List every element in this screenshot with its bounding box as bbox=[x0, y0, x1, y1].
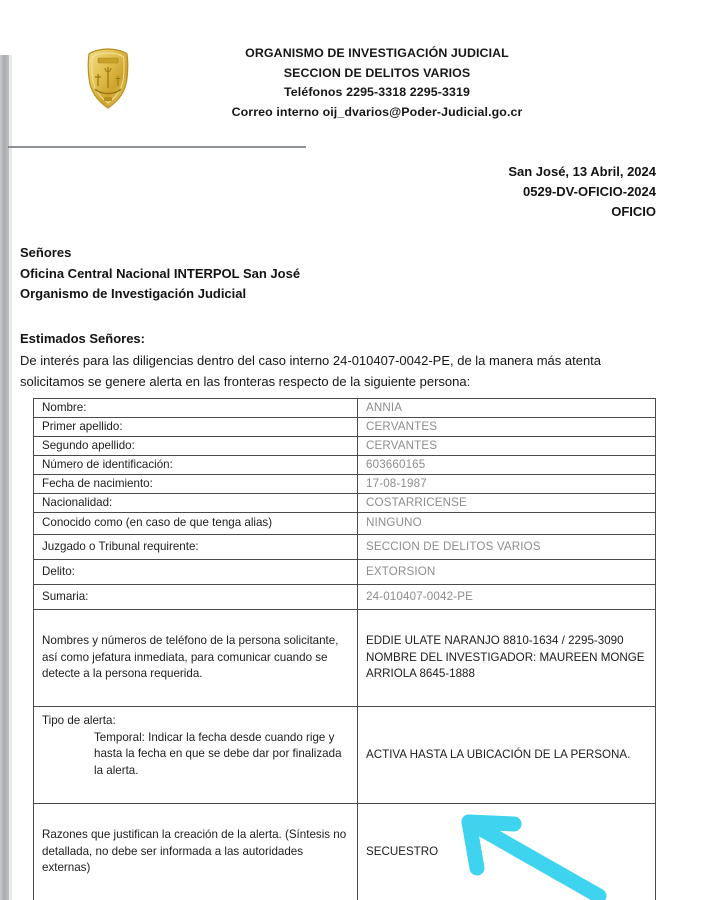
row-value: 17-08-1987 bbox=[358, 475, 656, 494]
org-name: ORGANISMO DE INVESTIGACIÓN JUDICIAL bbox=[245, 46, 509, 60]
row-value: ANNIA bbox=[358, 399, 656, 418]
table-row bbox=[34, 560, 656, 585]
table-row bbox=[34, 535, 656, 560]
alert-type-label-detail: Temporal: Indicar la fecha desde cuando rige y hasta la fecha en que se debe dar por finalizada la alerta. bbox=[94, 730, 342, 777]
row-label: Nacionalidad: bbox=[34, 494, 358, 513]
row-label: Sumaria: bbox=[34, 585, 358, 610]
alert-type-label bbox=[34, 707, 358, 804]
internal-email: Correo interno oij_dvarios@Poder-Judicial.go.cr bbox=[231, 104, 523, 119]
scan-edge-highlight bbox=[9, 55, 12, 900]
row-value: CERVANTES bbox=[358, 437, 656, 456]
alert-type-value: ACTIVA HASTA LA UBICACIÓN DE LA PERSONA. bbox=[358, 707, 656, 804]
row-label: Delito: bbox=[34, 560, 358, 585]
table-row bbox=[34, 437, 656, 456]
row-label: Número de identificación: bbox=[34, 456, 358, 475]
section-name: SECCION DE DELITOS VARIOS bbox=[283, 65, 471, 80]
body-salutation: Estimados Señores: bbox=[20, 331, 145, 346]
phone-numbers: Teléfonos 2295-3318 2295-3319 bbox=[284, 85, 470, 99]
table-row-reasons bbox=[34, 804, 656, 900]
body-paragraph: De interés para las diligencias dentro del caso interno 24-010407-0042-PE, de la manera más atenta solicitamos se genere alerta en las fronteras respecto de la siguiente persona: bbox=[20, 353, 602, 389]
letterhead bbox=[85, 44, 605, 122]
document-number: 0529-DV-OFICIO-2024 bbox=[523, 184, 656, 199]
table-body bbox=[34, 399, 656, 900]
table-row bbox=[34, 399, 656, 418]
row-label: Segundo apellido: bbox=[34, 437, 358, 456]
document-type: OFICIO bbox=[611, 204, 656, 219]
addressee-organization: Organismo de Investigación Judicial bbox=[20, 286, 247, 301]
table-row bbox=[34, 475, 656, 494]
table-row bbox=[34, 456, 656, 475]
table-row bbox=[34, 418, 656, 437]
reasons-value: SECUESTRO bbox=[358, 804, 656, 900]
table-row bbox=[34, 585, 656, 610]
addressee-office: Oficina Central Nacional INTERPOL San José bbox=[20, 265, 301, 281]
alert-type-label-title: Tipo de alerta: bbox=[42, 714, 116, 727]
table-row-alert-type bbox=[34, 707, 656, 804]
contact-row-value: EDDIE ULATE NARANJO 8810-1634 / 2295-3090 NOMBRE DEL INVESTIGADOR: MAUREEN MONGE ARRIOLA 8645-1888 bbox=[358, 610, 656, 707]
contact-row-label: Nombres y números de teléfono de la persona solicitante, así como jefatura inmediata, para comunicar cuando se detecte a la persona requerida. bbox=[34, 610, 358, 707]
table-row-contact bbox=[34, 610, 656, 707]
addressee-salutation: Señores bbox=[20, 245, 72, 260]
row-value: COSTARRICENSE bbox=[358, 494, 656, 513]
row-value: 603660165 bbox=[358, 456, 656, 475]
row-value: NINGUNO bbox=[358, 513, 656, 535]
header-divider bbox=[8, 146, 306, 148]
table-row bbox=[34, 494, 656, 513]
row-value: SECCION DE DELITOS VARIOS bbox=[358, 535, 656, 560]
reference-block bbox=[508, 162, 656, 222]
row-value: 24-010407-0042-PE bbox=[358, 585, 656, 610]
table-row bbox=[34, 513, 656, 535]
row-label: Fecha de nacimiento: bbox=[34, 475, 358, 494]
place-and-date: San José, 13 Abril, 2024 bbox=[508, 164, 656, 179]
row-value: EXTORSION bbox=[358, 560, 656, 585]
scan-edge-shadow bbox=[0, 55, 9, 900]
row-label: Primer apellido: bbox=[34, 418, 358, 437]
reasons-label: Razones que justifican la creación de la alerta. (Síntesis no detallada, no debe ser informada a las autoridades externas) bbox=[34, 804, 358, 900]
row-label: Nombre: bbox=[34, 399, 358, 418]
oij-shield-badge-icon bbox=[85, 48, 131, 110]
addressee-block bbox=[20, 243, 300, 305]
row-label: Conocido como (en caso de que tenga alias) bbox=[34, 513, 358, 535]
person-data-table bbox=[33, 398, 656, 900]
row-value: CERVANTES bbox=[358, 418, 656, 437]
letterhead-text bbox=[131, 44, 605, 122]
row-label: Juzgado o Tribunal requirente: bbox=[34, 535, 358, 560]
